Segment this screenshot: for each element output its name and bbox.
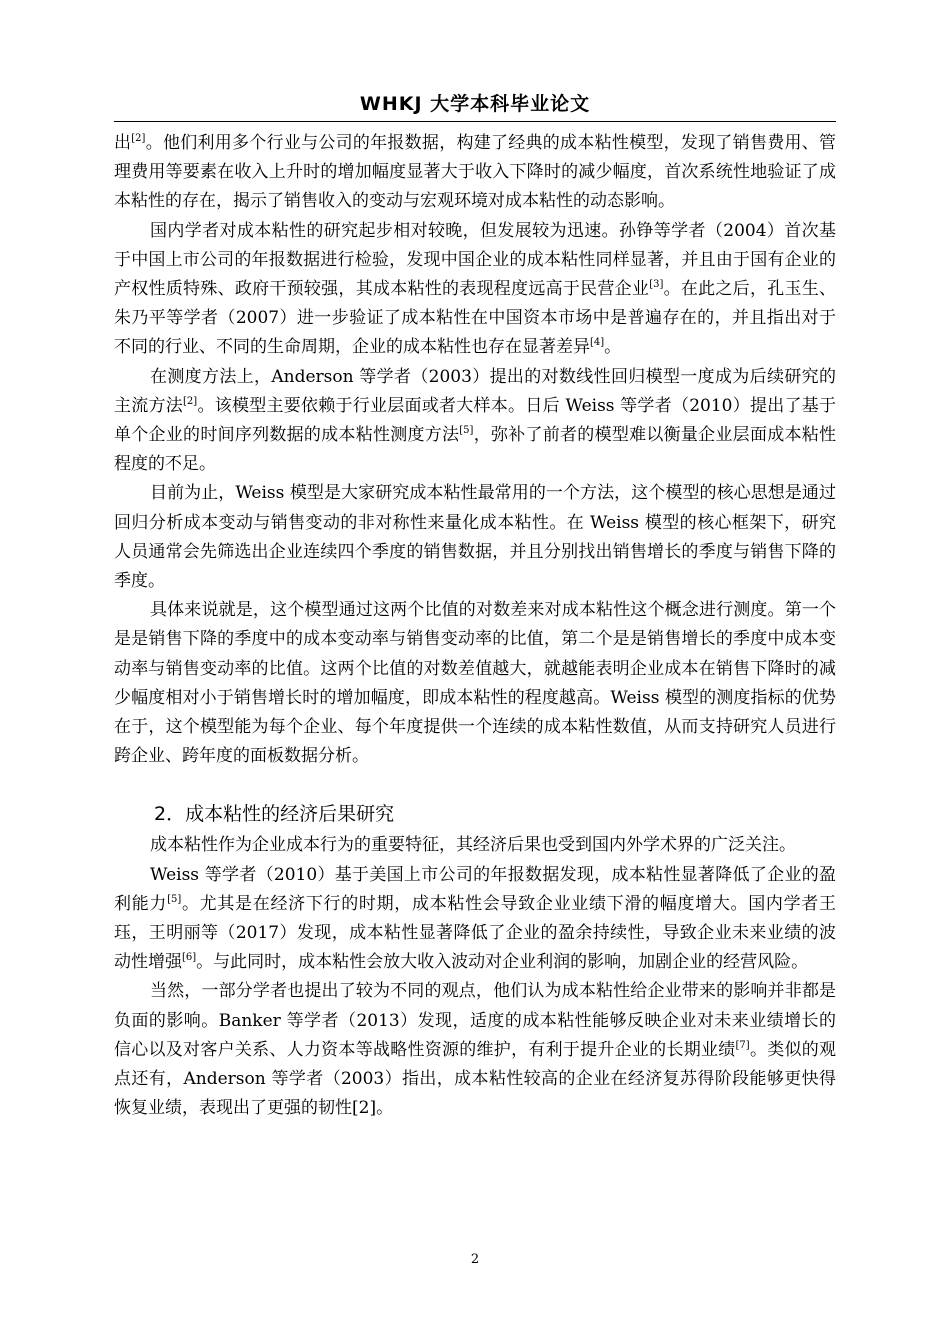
header-divider: [114, 121, 836, 122]
citation-ref: [7]: [735, 1039, 750, 1051]
section-heading: 2．成本粘性的经济后果研究: [154, 803, 395, 826]
paragraph-6: [114, 861, 836, 978]
text-run: ，弥补了前者的模型难以衡量企业层面成本粘性程度的不足。: [114, 425, 836, 475]
text-run: 出: [114, 133, 132, 153]
citation-ref: [2]: [131, 133, 146, 144]
text-run: 。在此之后，孔玉生、朱乃平等学者（2007）进一步验证了成本粘性在中国资本市场中是普遍存在的，并且指出对于不同的行业、不同的生命周期，企业的成本粘性也存在显著差异: [114, 279, 836, 358]
paragraph-0: [114, 129, 836, 217]
paragraph-2: [114, 363, 836, 480]
citation-ref: [2]: [183, 395, 198, 407]
text-run: 当然，一部分学者也提出了较为不同的观点，他们认为成本粘性给企业带来的影响并非都是负面的影响。Banker 等学者（2013）发现，适度的成本粘性能够反映企业对未来业绩增长的信心以及对客户关系、人力资本等战略性资源的维护，有利于提升企业的长期业绩: [114, 981, 836, 1060]
text-run: 。类似的观点还有，Anderson 等学者（2003）指出，成本粘性较高的企业在经济复苏得阶段能够更快得恢复业绩，表现出了更强的韧性[2]。: [114, 1039, 837, 1119]
text-run: Weiss 等学者（2010）基于美国上市公司的年报数据发现，成本粘性显著降低了企业的盈利能力: [114, 864, 836, 914]
text-run: 成本粘性作为企业成本行为的重要特征，其经济后果也受到国内外学术界的广泛关注。: [150, 835, 796, 856]
text-run: 。: [604, 337, 622, 358]
paragraph-5: [114, 831, 836, 860]
citation-ref: [3]: [649, 279, 664, 291]
text-run: 国内学者对成本粘性的研究起步相对较晚，但发展较为迅速。孙铮等学者（2004）首次基于中国上市公司的年报数据进行检验，发现中国企业的成本粘性同样显著，并且由于国有企业的产权性质特殊、政府干预较强，其成本粘性的表现程度远高于民营企业: [114, 220, 836, 300]
paragraph-1: [114, 217, 836, 363]
text-run: 。他们利用多个行业与公司的年报数据，构建了经典的成本粘性模型，发现了销售费用、管理费用等要素在收入上升时的增加幅度显著大于收入下降时的减少幅度，首次系统性地验证了成本粘性的存在，揭示了销售收入的变动与宏观环境对成本粘性的动态影响。: [114, 133, 836, 212]
citation-ref: [4]: [590, 337, 605, 349]
page-header-title: WHKJ 大学本科毕业论文: [359, 93, 591, 115]
paragraph-7: [114, 977, 836, 1123]
paragraph-4: [114, 596, 836, 771]
citation-ref: [5]: [167, 893, 182, 905]
text-run: 目前为止，Weiss 模型是大家研究成本粘性最常用的一个方法，这个模型的核心思想是通过回归分析成本变动与销售变动的非对称性来量化成本粘性。在 Weiss 模型的核心框架下，研究人员通常会先筛选出企业连续四个季度的销售数据，并且分别找出销售增长的季度与销售下降的季度。: [114, 483, 836, 592]
paragraph-3: [114, 479, 836, 596]
body-text: [114, 129, 836, 1124]
text-run: 。该模型主要依赖于行业层面或者大样本。日后 Weiss 等学者（2010）提出了基于单个企业的时间序列数据的成本粘性测度方法: [114, 395, 837, 446]
text-run: 具体来说就是，这个模型通过这两个比值的对数差来对成本粘性这个概念进行测度。第一个是是销售下降的季度中的成本变动率与销售变动率的比值，第二个是是销售增长的季度中成本变动率与销售变动率的比值。这两个比值的对数差值越大，就越能表明企业成本在销售下降时的减少幅度相对小于销售增长时的增加幅度，即成本粘性的程度越高。Weiss 模型的测度指标的优势在于，这个模型能为每个企业、每个年度提供一个连续的成本粘性数值，从而支持研究人员进行跨企业、跨年度的面板数据分析。: [114, 600, 836, 767]
page-number: 2: [470, 1252, 480, 1267]
text-run: 。尤其是在经济下行的时期，成本粘性会导致企业业绩下滑的幅度增大。国内学者王珏，王明丽等（2017）发现，成本粘性显著降低了企业的盈余持续性，导致企业未来业绩的波动性增强: [114, 893, 837, 973]
text-run: 。与此同时，成本粘性会放大收入波动对企业利润的影响，加剧企业的经营风险。: [196, 952, 809, 973]
citation-ref: [5]: [459, 425, 474, 437]
citation-ref: [6]: [182, 952, 197, 964]
text-run: 在测度方法上，Anderson 等学者（2003）提出的对数线性回归模型一度成为后续研究的主流方法: [114, 366, 836, 416]
